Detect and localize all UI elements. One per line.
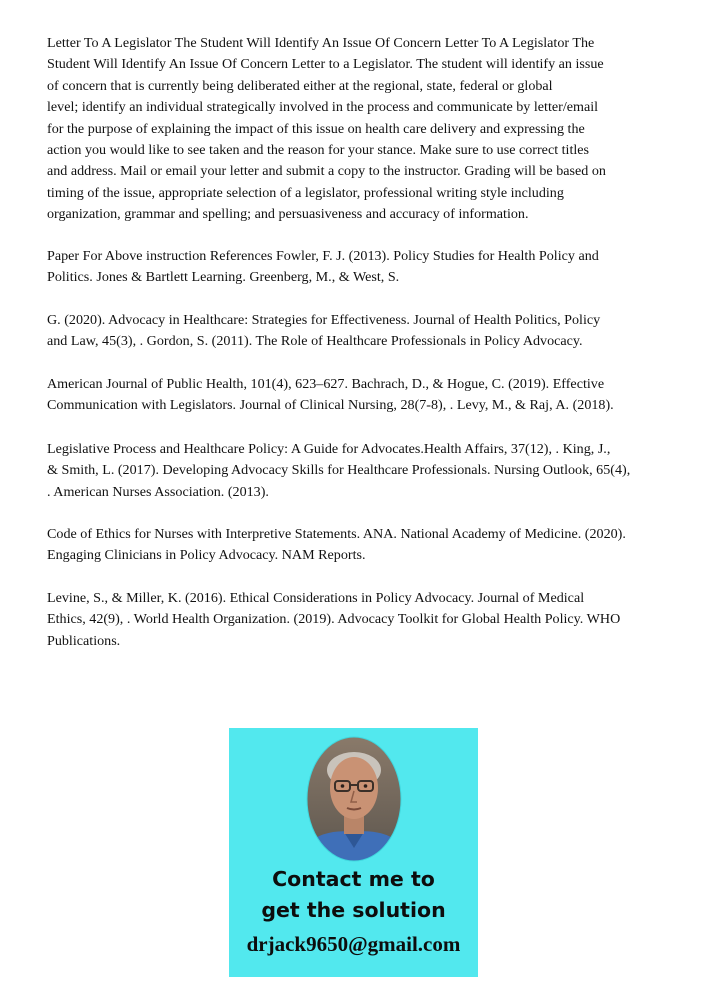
text-line: Communication with Legislators. Journal of Clinical Nursing, 28(7-8), . Levy, M., & Raj, A. (2018). [47,397,614,414]
text-line: G. (2020). Advocacy in Healthcare: Strategies for Effectiveness. Journal of Health Politics, Policy [47,312,601,328]
text-line: timing of the issue, appropriate selection of a legislator, professional writing style including [47,184,564,201]
text-line: level; identify an individual strategically involved in the process and communicate by letter/email [47,99,599,116]
text-line: action you would like to see taken and the reason for your stance. Make sure to use correct titles [47,142,590,159]
text-line: Engaging Clinicians in Policy Advocacy. NAM Reports. [47,547,366,564]
text-line: Letter To A Legislator The Student Will Identify An Issue Of Concern Letter To A Legislator The [47,35,595,51]
text-line: Code of Ethics for Nurses with Interpretive Statements. ANA. National Academy of Medicine. (2020). [47,526,626,542]
contact-email-link[interactable]: drjack9650@gmail.com [246,932,461,956]
text-line: Politics. Jones & Bartlett Learning. Greenberg, M., & West, S. [47,269,400,286]
text-line: organization, grammar and spelling; and persuasiveness and accuracy of information. [47,206,529,223]
text-line: Paper For Above instruction References Fowler, F. J. (2013). Policy Studies for Health Policy and [47,248,599,264]
references-paragraph [47,588,667,652]
references-paragraph [47,524,667,567]
text-line: for the purpose of explaining the impact of this issue on health care delivery and expressing the [47,120,585,137]
text-line: and address. Mail or email your letter and submit a copy to the instructor. Grading will be based on [47,163,606,180]
references-paragraph [47,246,667,289]
text-line: of concern that is currently being deliberated either at the regional, state, federal or global [47,77,553,94]
text-line: & Smith, L. (2017). Developing Advocacy Skills for Healthcare Professionals. Nursing Outlook, 65(4), [47,462,631,479]
text-line: Levine, S., & Miller, K. (2016). Ethical Considerations in Policy Advocacy. Journal of Medical [47,590,585,606]
text-line: Student Will Identify An Issue Of Concern Letter to a Legislator. The student will identify an issue [47,56,604,73]
references-paragraph [47,374,667,417]
ad-headline-line1: Contact me to [272,867,435,891]
references-paragraph [47,310,667,353]
assignment-paragraph [47,33,667,226]
text-line: . American Nurses Association. (2013). [47,483,269,500]
contact-advertisement[interactable] [229,728,478,977]
text-line: Ethics, 42(9), . World Health Organization. (2019). Advocacy Toolkit for Global Health Policy. WHO [47,611,621,628]
text-line: and Law, 45(3), . Gordon, S. (2011). The Role of Healthcare Professionals in Policy Advocacy. [47,333,583,350]
text-line: Legislative Process and Healthcare Policy: A Guide for Advocates.Health Affairs, 37(12), . King, J., [47,441,611,457]
text-line: American Journal of Public Health, 101(4), 623–627. Bachrach, D., & Hogue, C. (2019). Effective [47,376,605,392]
person-portrait-icon [306,736,402,862]
text-line: Publications. [47,632,121,649]
ad-headline-line2: get the solution [261,898,446,922]
references-paragraph [47,439,667,503]
